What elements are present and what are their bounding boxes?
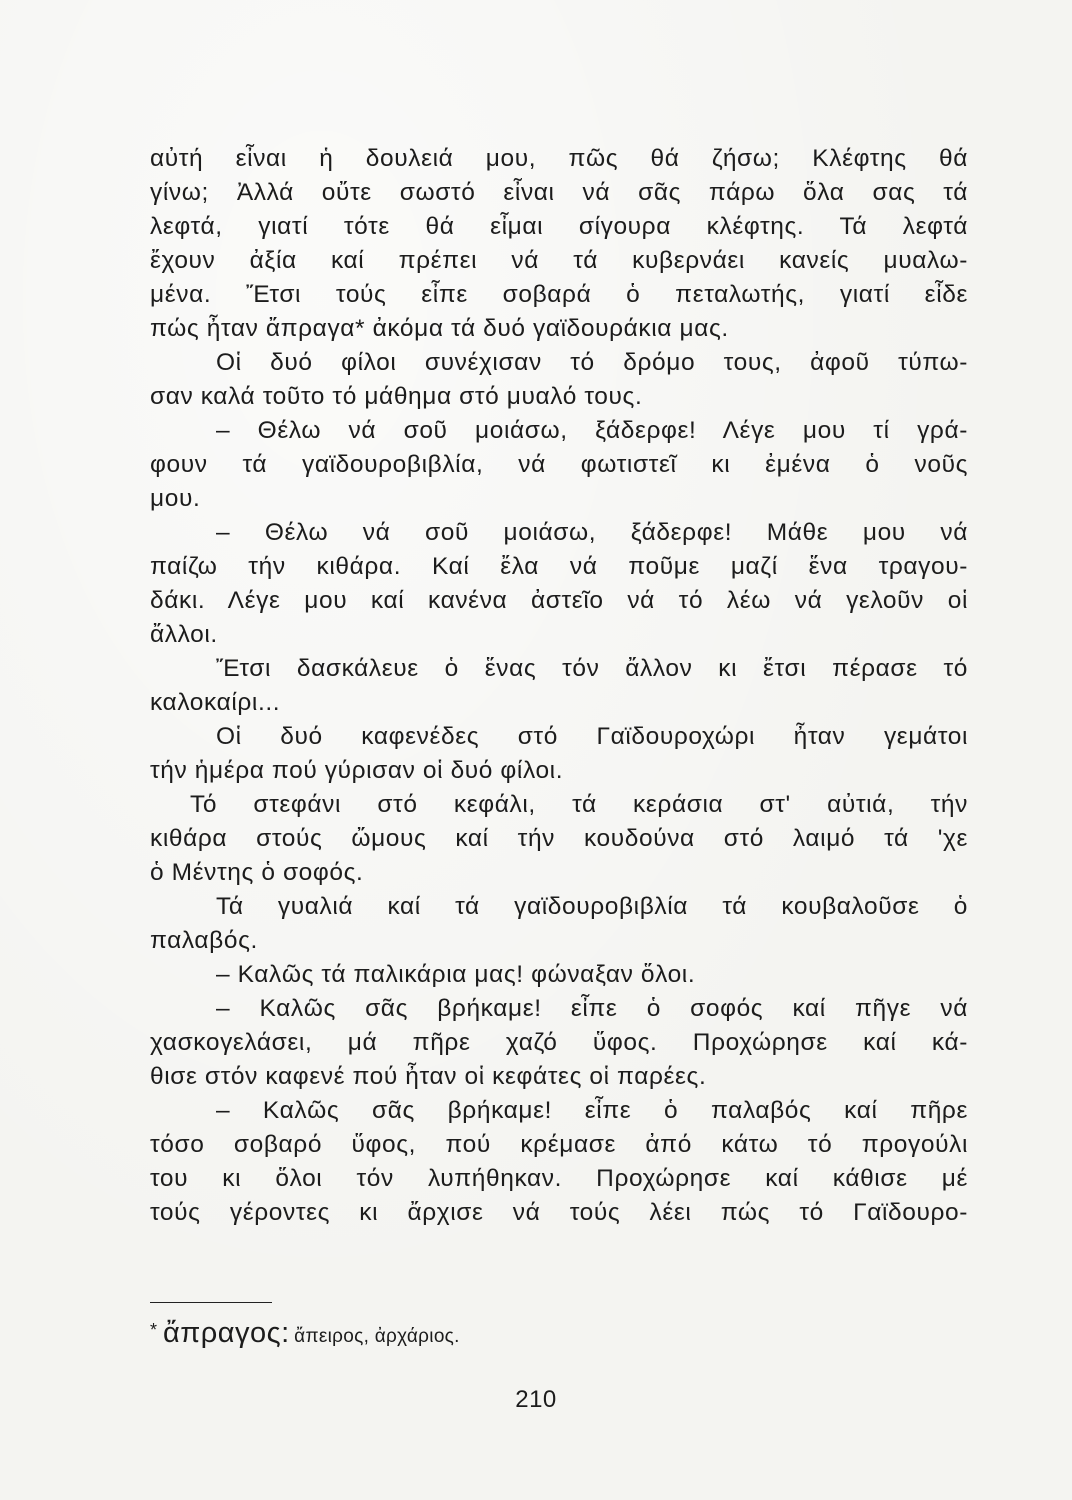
text-line: ἔχουν ἀξία καί πρέπει νά τά κυβερνάει κανείς μυαλω- xyxy=(150,247,968,274)
text-line: Τά γυαλιά καί τά γαϊδουροβιβλία τά κουβαλοῦσε ὁ xyxy=(216,893,968,920)
text-line: τήν ἡμέρα πού γύρισαν οἱ δυό φίλοι. xyxy=(150,757,564,784)
text-line: – Θέλω νά σοῦ μοιάσω, ξάδερφε! Μάθε μου νά xyxy=(216,519,968,546)
text-line: πώς ἦταν ἄπραγα* ἀκόμα τά δυό γαϊδουράκια μας. xyxy=(150,315,729,342)
text-line: φουν τά γαϊδουροβιβλία, νά φωτιστεῖ κι ἐμένα ὁ νοῦς xyxy=(150,451,968,478)
text-line: Οἱ δυό φίλοι συνέχισαν τό δρόμο τους, ἀφοῦ τύπω- xyxy=(216,349,968,376)
text-line: αὐτή εἶναι ἡ δουλειά μου, πῶς θά ζήσω; Κλέφτης θά xyxy=(150,145,968,172)
text-line: σαν καλά τοῦτο τό μάθημα στό μυαλό τους. xyxy=(150,383,643,410)
text-line: Οἱ δυό καφενέδες στό Γαϊδουροχώρι ἦταν γεμάτοι xyxy=(216,723,968,750)
body-text xyxy=(150,142,968,1230)
text-line: – Θέλω νά σοῦ μοιάσω, ξάδερφε! Λέγε μου τί γρά- xyxy=(216,417,968,444)
text-line: μου. xyxy=(150,485,201,512)
text-line: παίζω τήν κιθάρα. Καί ἔλα νά ποῦμε μαζί ἕνα τραγου- xyxy=(150,553,968,580)
text-line: ὁ Μέντης ὁ σοφός. xyxy=(150,859,364,886)
text-line: – Καλῶς σᾶς βρήκαμε! εἶπε ὁ σοφός καί πῆγε νά xyxy=(216,995,968,1022)
text-line: δάκι. Λέγε μου καί κανένα ἀστεῖο νά τό λέω νά γελοῦν οἱ xyxy=(150,587,968,614)
text-line: θισε στόν καφενέ πού ἦταν οἱ κεφάτες οἱ παρέες. xyxy=(150,1063,707,1090)
text-line: καλοκαίρι... xyxy=(150,689,281,716)
text-line: παλαβός. xyxy=(150,927,258,954)
footnote-divider xyxy=(150,1302,272,1303)
text-line: – Καλῶς σᾶς βρήκαμε! εἶπε ὁ παλαβός καί πῆρε xyxy=(216,1097,968,1124)
text-line: τόσο σοβαρό ὕφος, πού κρέμασε ἀπό κάτω τό προγούλι xyxy=(150,1131,968,1158)
text-line: λεφτά, γιατί τότε θά εἶμαι σίγουρα κλέφτης. Τά λεφτά xyxy=(150,213,968,240)
text-line: ἄλλοι. xyxy=(150,621,218,648)
footnote-definition: ἄπειρος, ἀρχάριος. xyxy=(294,1326,460,1347)
footnote-marker: * xyxy=(150,1320,158,1340)
text-line: του κι ὅλοι τόν λυπήθηκαν. Προχώρησε καί κάθισε μέ xyxy=(150,1165,968,1192)
text-line: – Καλῶς τά παλικάρια μας! φώναξαν ὅλοι. xyxy=(216,961,696,988)
text-line: Ἔτσι δασκάλευε ὁ ἕνας τόν ἄλλον κι ἔτσι πέρασε τό xyxy=(216,655,968,682)
text-line: μένα. Ἔτσι τούς εἶπε σοβαρά ὁ πεταλωτής, γιατί εἶδε xyxy=(150,281,968,308)
page-number: 210 xyxy=(515,1386,557,1413)
text-line: χασκογελάσει, μά πῆρε χαζό ὕφος. Προχώρησε καί κά- xyxy=(150,1029,968,1056)
footnote-term: ἄπραγος: xyxy=(163,1317,290,1349)
text-line: κιθάρα στούς ὤμους καί τήν κουδούνα στό λαιμό τά 'χε xyxy=(150,825,968,852)
text-line: Τό στεφάνι στό κεφάλι, τά κεράσια στ' αὐτιά, τήν xyxy=(190,791,968,818)
footnote xyxy=(150,1310,460,1350)
text-line: γίνω; Ἀλλά οὔτε σωστό εἶναι νά σᾶς πάρω ὅλα σας τά xyxy=(150,179,968,206)
text-line: τούς γέροντες κι ἄρχισε νά τούς λέει πώς τό Γαϊδουρο- xyxy=(150,1199,968,1226)
